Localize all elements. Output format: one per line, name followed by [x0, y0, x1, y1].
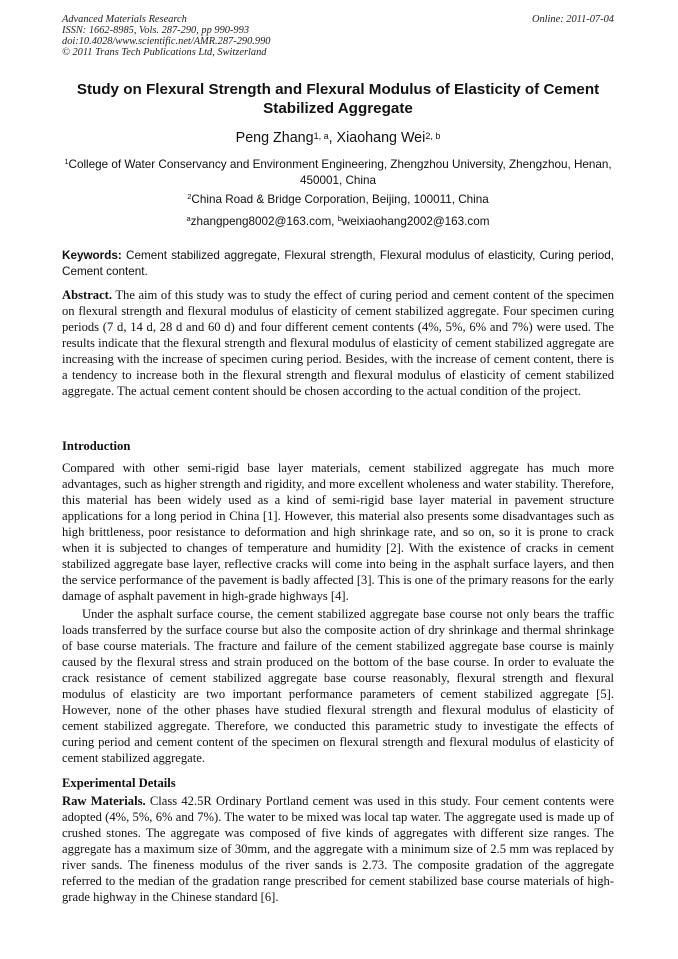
raw-materials-paragraph: [62, 793, 614, 905]
email-link[interactable]: zhangpeng8002@163.com,: [190, 215, 338, 228]
paper-title: Study on Flexural Strength and Flexural Modulus of Elasticity of Cement Stabilized Aggregate: [76, 81, 600, 117]
author-line: Peng Zhang$^{1, a}$, Xiaohang Wei$^{2, b}$: [235, 130, 441, 146]
affiliation-2: [62, 192, 614, 208]
affiliation-1: [62, 157, 614, 189]
email-line: [62, 214, 614, 230]
affiliation-text: China Road & Bridge Corporation, Beijing, 100011, China: [191, 193, 489, 206]
raw-materials-label: Raw Materials.: [62, 794, 146, 808]
keywords-text: Cement stabilized aggregate, Flexural strength, Flexural modulus of elasticity, Curing period, Cement content.: [62, 249, 614, 278]
affiliation-text: College of Water Conservancy and Environment Engineering, Zhengzhou University, Zhengzhou, Henan, 450001, China: [68, 158, 612, 187]
author-superscript: 2, b: [425, 131, 441, 141]
intro-paragraph-2: Under the asphalt surface course, the cement stabilized aggregate base course not only bears the traffic loads transferred by the surface course but also the composite action of dry shrinkage and thermal shrinkage of base course materials. The fracture and failure of the cement stabilized aggregate base course is mainly caused by the flexural stress and strain produced on the bottom of the base course. In order to evaluate the crack resistance of cement stabilized aggregate base course reasonably, flexural strength and flexural modulus of elasticity are two important performance parameters of cement stabilized aggregate [5]. However, none of the other phases have studied flexural strength and flexural modulus of elasticity of cement stabilized aggregate. Therefore, we conducted this parametric study to investigate the effects of curing period and cement content of the specimen on flexural strength and flexural modulus of elasticity of cement stabilized aggregate.: [62, 607, 614, 765]
abstract-text: The aim of this study was to study the effect of curing period and cement content of the specimen on flexural strength and flexural modulus of elasticity of cement stabilized aggregate. Four specimen curing periods (7 d, 14 d, 28 d and 60 d) and four different cement contents (4%, 5%, 6% and 7%) were used. The results indicate that the flexural strength and flexural modulus of elasticity of cement stabilized aggregate are increasing with the increase of specimen curing period. Besides, with the increase of cement content, there is a tendency to increase both in the flexural strength and flexural modulus of elasticity of cement stabilized aggregate. The actual cement content should be chosen according to the actual condition of the project.: [62, 288, 614, 398]
keywords-label: Keywords:: [62, 249, 122, 262]
journal-name: Advanced Materials Research: [62, 14, 187, 25]
abstract-paragraph: [62, 287, 614, 399]
intro-paragraph-1: Compared with other semi-rigid base layer materials, cement stabilized aggregate has much more advantages, such as higher strength and rigidity, and more excellent wholeness and water stability. Therefore, this material has been widely used as a kind of semi-rigid base layer material in pavement structure applications for a long period in China [1]. However, this material also presents some disadvantages such as high brittleness, poor resistance to deformation and high shrinkage rate, and so on, so it is prone to crack when it is subjected to changes of temperature and humidity [2]. With the existence of cracks in cement stabilized aggregate base layer, reflective cracks will come into being in the asphalt surface layers, and then the service performance of the pavement is badly affected [3]. This is one of the primary reasons for the early damage of asphalt pavement in high-grade highways [4].: [62, 461, 614, 603]
abstract-label: Abstract.: [62, 288, 113, 302]
doi-line: doi:10.4028/www.scientific.net/AMR.287-290.990: [62, 36, 271, 47]
affiliation-superscript: 2: [187, 192, 192, 201]
experimental-heading: Experimental Details: [62, 776, 176, 790]
email-superscript: a: [186, 214, 191, 223]
introduction-heading: Introduction: [62, 439, 131, 453]
author-superscript: 1, a: [313, 131, 329, 141]
author-name: Peng Zhang: [235, 130, 314, 146]
issn-line: ISSN: 1662-8985, Vols. 287-290, pp 990-993: [62, 25, 250, 36]
raw-materials-text: Class 42.5R Ordinary Portland cement was used in this study. Four cement contents were adopted (4%, 5%, 6% and 7%). The water to be mixed was local tap water. The aggregate used is made up of crushed stones. The aggregate was composed of five kinds of aggregates with different size ranges. The aggregate has a maximum size of 30mm, and the aggregate with a minimum size of 2.5 mm was replaced by river sands. The fineness modulus of the river sands is 2.73. The composite gradation of the aggregate referred to the median of the gradation range prescribed for cement stabilized base course materials of high-grade highway in the Chinese standard [6].: [62, 794, 614, 904]
email-link[interactable]: weixiaohang2002@163.com: [341, 215, 490, 228]
email-superscript: b: [337, 214, 342, 223]
affiliation-superscript: 1: [64, 157, 69, 166]
online-date: Online: 2011-07-04: [531, 14, 614, 25]
author-name: Xiaohang Wei: [336, 130, 426, 146]
keywords-block: [62, 248, 614, 280]
journal-header: [62, 14, 614, 58]
copyright-line: © 2011 Trans Tech Publications Ltd, Switzerland: [62, 47, 267, 58]
